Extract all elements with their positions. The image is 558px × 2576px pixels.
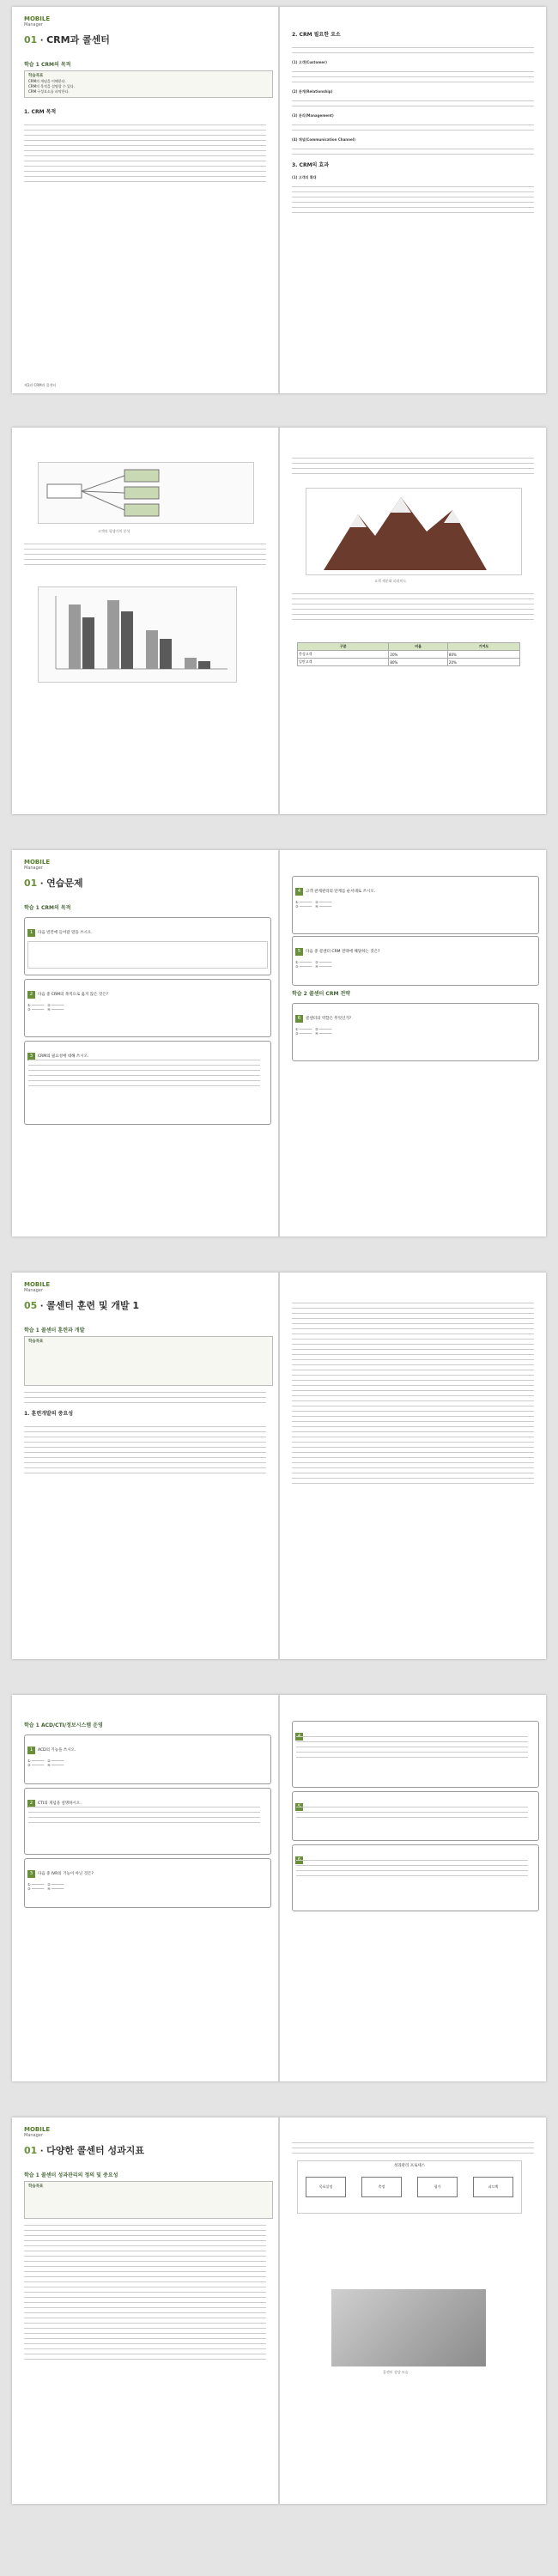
diagram-steps xyxy=(298,2177,521,2197)
logo-main: MOBILE xyxy=(24,1281,51,1288)
diagram-title: 성과관리 프로세스 xyxy=(393,2164,426,2168)
list-item: (2) 관계(Relationship) xyxy=(292,89,333,94)
body-text xyxy=(292,163,534,168)
figure-caption: 고객 세분화 피라미드 xyxy=(374,579,407,583)
question-number: 6 xyxy=(295,1015,303,1023)
spread-6 xyxy=(12,2117,546,2504)
page-right xyxy=(280,428,546,814)
goal-item: CRM의 목적을 설명할 수 있다. xyxy=(28,84,76,88)
page-right xyxy=(280,1273,546,1659)
logo-sub: Manager xyxy=(24,2133,43,2138)
heading: 1. 훈련개발의 중요성 xyxy=(24,1411,74,1417)
options: ① ────── ② ────── ③ ────── ④ ────── xyxy=(295,900,332,908)
goal-box xyxy=(24,2181,273,2219)
options: ① ────── ② ────── ③ ────── ④ ────── xyxy=(27,1882,64,1891)
answer-area[interactable] xyxy=(27,941,268,969)
goal-box xyxy=(24,70,273,98)
bar xyxy=(198,661,210,669)
diagram-arrow xyxy=(82,476,124,491)
diagram-step: 목표설정 xyxy=(306,2177,346,2197)
section-label: 학습 2 콜센터 CRM 전략 xyxy=(292,991,351,997)
question-box xyxy=(292,876,539,934)
question-number: 5 xyxy=(295,948,303,956)
question-text: 다음 중 CRM의 목적으로 옳지 않은 것은? xyxy=(38,993,108,997)
text-lines xyxy=(292,2138,534,2158)
options: ① ────── ② ────── ③ ────── ④ ────── xyxy=(27,1759,64,1767)
question-number: 3 xyxy=(27,1053,35,1060)
pyramid-svg xyxy=(306,489,521,574)
diagram-box xyxy=(124,504,159,516)
text-lines xyxy=(292,67,534,87)
question-text: 콜센터의 역할은 무엇인가? xyxy=(306,1017,352,1021)
goal-item: CRM 구성요소를 파악한다. xyxy=(28,89,70,94)
question-box xyxy=(24,1041,271,1125)
body-text xyxy=(24,1412,266,1417)
options: ① ────── ② ────── ③ ────── ④ ────── xyxy=(27,1003,64,1012)
list-item: (3) 관리(Management) xyxy=(292,113,334,118)
bar xyxy=(185,658,197,669)
text-lines xyxy=(24,120,266,186)
question-text: 다음 중 콜센터 CRM 전략에 해당하는 것은? xyxy=(306,950,380,954)
photo-caption: 콜센터 상담 모습 xyxy=(383,2370,409,2374)
section-title xyxy=(24,903,70,911)
section-title xyxy=(292,989,350,997)
question-text: CRM의 필요성에 대해 쓰시오. xyxy=(38,1054,89,1059)
goal-title: 학습목표 xyxy=(28,74,44,78)
table-cell: 20% xyxy=(447,659,519,666)
logo xyxy=(24,859,58,874)
chapter-title: 다양한 콜센터 성과지표 xyxy=(46,2145,144,2156)
answer-lines[interactable] xyxy=(28,1802,260,1827)
question-number: 1 xyxy=(27,1747,35,1754)
page-left xyxy=(12,2117,278,2504)
question-number: 4 xyxy=(295,888,303,896)
mountain-peak xyxy=(349,514,367,527)
section-label: 학습 1 ACD/CTI/정보시스템 운영 xyxy=(24,1722,103,1728)
table-cell: 일반고객 xyxy=(298,659,389,666)
section-label: 학습 1 CRM의 목적 xyxy=(24,905,71,911)
question-box xyxy=(24,1788,271,1855)
section-title xyxy=(24,1326,85,1334)
chapter-heading: 01 · 다양한 콜센터 성과지표 xyxy=(24,2145,144,2156)
bar xyxy=(69,605,81,669)
pyramid-figure xyxy=(306,488,522,575)
table-header: 기여도 xyxy=(447,643,519,651)
mountain-peak xyxy=(391,497,411,513)
logo xyxy=(24,1281,58,1297)
logo-main: MOBILE xyxy=(24,2126,51,2133)
page-left xyxy=(12,1695,278,2081)
goal-title: 학습목표 xyxy=(28,2184,44,2189)
page-left xyxy=(12,428,278,814)
question-box xyxy=(292,1721,539,1788)
question-text: CTI의 개념을 설명하시오. xyxy=(38,1801,82,1806)
text-lines xyxy=(24,2221,266,2364)
list-item: (4) 채널(Communication Channel) xyxy=(292,137,355,142)
diagram-arrow xyxy=(82,491,124,493)
bar xyxy=(82,617,94,669)
table-row xyxy=(298,659,520,666)
options: ① ────── ② ────── ③ ────── ④ ────── xyxy=(295,960,332,969)
chapter-number: 05 xyxy=(24,1300,38,1311)
body-text xyxy=(24,110,266,115)
logo-sub: Manager xyxy=(24,866,43,871)
section-label: 학습 1 콜센터 성과관리의 정의 및 중요성 xyxy=(24,2172,118,2178)
table-header: 구분 xyxy=(298,643,389,651)
logo xyxy=(24,15,58,31)
diagram-step: 피드백 xyxy=(473,2177,513,2197)
spread-3 xyxy=(12,850,546,1236)
spread-4 xyxy=(12,1273,546,1659)
chapter-title: CRM과 콜센터 xyxy=(46,34,110,46)
chapter-title: 콜센터 훈련 및 개발 1 xyxy=(46,1300,140,1311)
answer-lines[interactable] xyxy=(296,1856,528,1880)
text-lines xyxy=(24,1422,266,1478)
page-right xyxy=(280,1695,546,2081)
chapter-number: 01 xyxy=(24,2145,38,2156)
body-text xyxy=(292,33,534,38)
spread-2 xyxy=(12,428,546,814)
table-cell: 20% xyxy=(389,651,448,659)
question-box xyxy=(292,1844,539,1911)
question-number: 2 xyxy=(27,991,35,999)
sub-heading: (1) 고객의 확대 xyxy=(292,175,317,179)
bar xyxy=(146,630,158,669)
logo-main: MOBILE xyxy=(24,15,51,22)
text-lines xyxy=(292,144,534,159)
diagram-step: 평가 xyxy=(417,2177,458,2197)
table-row xyxy=(298,651,520,659)
page-right xyxy=(280,2117,546,2504)
chapter-heading: 01 · 연습문제 xyxy=(24,878,83,889)
section-title xyxy=(24,60,70,68)
goal-item: CRM의 개념을 이해한다. xyxy=(28,79,66,83)
text-lines xyxy=(292,43,534,58)
page-left xyxy=(12,850,278,1236)
question-box xyxy=(292,936,539,986)
list-item: (1) 고객(Customer) xyxy=(292,60,327,64)
text-lines xyxy=(292,120,534,135)
question-number: 2 xyxy=(27,1800,35,1807)
logo-sub: Manager xyxy=(24,1288,43,1293)
diagram-step: 측정 xyxy=(361,2177,402,2197)
text-lines xyxy=(24,539,266,569)
heading: 1. CRM 목적 xyxy=(24,109,57,115)
chapter-heading: 05 · 콜센터 훈련 및 개발 1 xyxy=(24,1300,140,1311)
table-header: 비율 xyxy=(389,643,448,651)
chapter-heading: 01 · CRM과 콜센터 xyxy=(24,34,110,46)
table-cell: 80% xyxy=(447,651,519,659)
bar xyxy=(160,639,172,669)
page-right xyxy=(280,850,546,1236)
goal-box xyxy=(24,1336,273,1386)
figure-caption: 고객의 평생가치 분석 xyxy=(98,529,130,533)
chapter-number: 01 xyxy=(24,34,38,46)
logo-main: MOBILE xyxy=(24,859,51,866)
page-right xyxy=(280,7,546,393)
spread-1 xyxy=(12,7,546,393)
diagram-box xyxy=(47,484,82,498)
question-box xyxy=(24,979,271,1037)
answer-lines[interactable] xyxy=(296,1802,528,1822)
question-box xyxy=(292,1003,539,1061)
options: ① ────── ② ────── ③ ────── ④ ────── xyxy=(295,1027,332,1036)
question-number: 1 xyxy=(27,929,35,937)
spread-5 xyxy=(12,1695,546,2081)
question-number: 3 xyxy=(27,1870,35,1878)
data-table xyxy=(297,642,520,666)
page-left xyxy=(12,1273,278,1659)
page-left xyxy=(12,7,278,393)
diagram-box xyxy=(124,487,159,499)
diagram-box xyxy=(124,470,159,482)
question-box xyxy=(292,1791,539,1841)
section-title xyxy=(24,2171,118,2178)
question-box xyxy=(24,1735,271,1784)
text-lines xyxy=(292,182,534,217)
answer-lines[interactable] xyxy=(296,1732,528,1762)
logo xyxy=(24,2126,58,2142)
bar xyxy=(121,611,133,669)
question-box xyxy=(24,1858,271,1908)
question-text: 다음 빈칸에 들어갈 말을 쓰시오. xyxy=(38,931,93,935)
chapter-number: 01 xyxy=(24,878,38,889)
text-lines xyxy=(292,1298,534,1488)
section-label: 학습 1 콜센터 훈련과 개발 xyxy=(24,1327,85,1334)
text-lines xyxy=(292,453,534,478)
section-title xyxy=(24,1721,103,1728)
question-text: 다음 중 IVR의 기능이 아닌 것은? xyxy=(38,1872,94,1876)
answer-lines[interactable] xyxy=(28,1055,260,1091)
logo-sub: Manager xyxy=(24,22,43,27)
table-cell: 충성고객 xyxy=(298,651,389,659)
bar xyxy=(107,600,119,669)
bar-chart-svg xyxy=(39,587,236,682)
photo-image xyxy=(331,2289,486,2366)
question-box xyxy=(24,917,271,975)
section-label: 학습 1 CRM의 목적 xyxy=(24,62,71,68)
bar-chart xyxy=(38,586,237,683)
chapter-title: 연습문제 xyxy=(46,878,83,889)
footer-text: 제1과 CRM과 콜센터 xyxy=(24,383,57,387)
heading: 3. CRM의 효과 xyxy=(292,162,330,168)
question-text: ACD의 기능을 쓰시오. xyxy=(38,1748,76,1753)
flow-diagram xyxy=(38,462,254,524)
goal-title: 학습목표 xyxy=(28,1340,44,1344)
process-diagram xyxy=(297,2160,522,2214)
flow-svg xyxy=(39,463,253,523)
text-lines xyxy=(292,589,534,624)
question-text: 고객 관계관리의 단계를 순서대로 쓰시오. xyxy=(306,890,376,894)
table-cell: 80% xyxy=(389,659,448,666)
heading: 2. CRM 필요한 요소 xyxy=(292,32,341,38)
diagram-arrow xyxy=(82,491,124,510)
text-lines xyxy=(292,96,534,111)
table-header-row xyxy=(298,643,520,651)
text-lines xyxy=(24,1388,266,1407)
